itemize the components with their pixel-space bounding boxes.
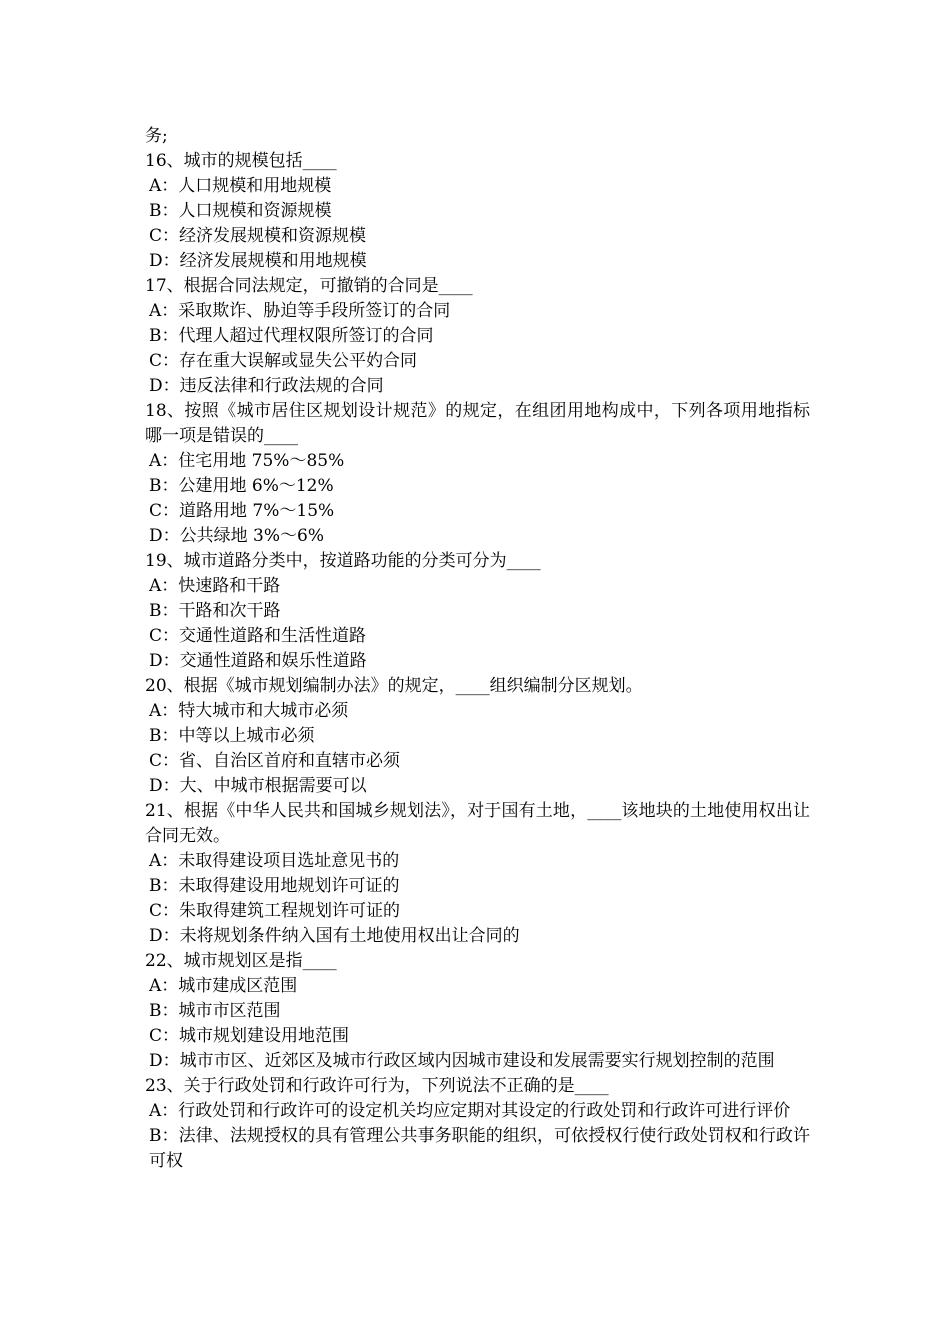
option-d: D：公共绿地 3%～6%: [149, 526, 324, 546]
question-stem: 23、关于行政处罚和行政许可行为，下列说法不正确的是____: [145, 1076, 609, 1096]
option-c: C：省、自治区首府和直辖市必须: [149, 751, 401, 771]
question-stem: 18、按照《城市居住区规划设计规范》的规定，在组团用地构成中，下列各项用地指标哪一项是错误的____: [145, 401, 810, 446]
document-body: [145, 124, 810, 1174]
option-b: B：城市市区范围: [149, 1001, 281, 1021]
option-a: A：未取得建设项目选址意见书的: [149, 851, 400, 871]
option-b: B：干路和次干路: [149, 601, 281, 621]
option-b: B：未取得建设用地规划许可证的: [149, 876, 400, 896]
option-a: A：人口规模和用地规模: [149, 176, 332, 196]
previous-text-tail: 务;: [145, 126, 168, 146]
question-stem: 22、城市规划区是指____: [145, 951, 337, 971]
option-a: A：城市建成区范围: [149, 976, 298, 996]
option-c: C：存在重大误解或显失公平妁合同: [149, 351, 418, 371]
question-stem: 16、城市的规模包括____: [145, 151, 337, 171]
option-d: D：大、中城市根据需要可以: [149, 776, 367, 796]
option-c: C：经济发展规模和资源规模: [149, 226, 367, 246]
option-b: B：人口规模和资源规模: [149, 201, 332, 221]
question-stem: 21、根据《中华人民共和国城乡规划法》，对于国有土地，____该地块的土地使用权出让合同无效。: [145, 801, 810, 846]
question-21: [145, 799, 810, 949]
question-22: [145, 949, 810, 1074]
option-a: A：特大城市和大城市必须: [149, 701, 349, 721]
question-18: [145, 399, 810, 549]
option-b: B：中等以上城市必须: [149, 726, 315, 746]
question-20: [145, 674, 810, 799]
option-d: D：交通性道路和娱乐性道路: [149, 651, 367, 671]
option-d: D：未将规划条件纳入国有土地使用权出让合同的: [149, 926, 520, 946]
option-a: A：行政处罚和行政许可的设定机关均应定期对其设定的行政处罚和行政许可进行评价: [149, 1101, 791, 1121]
option-b: B：公建用地 6%～12%: [149, 476, 334, 496]
option-d: D：经济发展规模和用地规模: [149, 251, 367, 271]
question-17: [145, 274, 810, 399]
option-d: D：违反法律和行政法规的合同: [149, 376, 384, 396]
option-a: A：快速路和干路: [149, 576, 281, 596]
option-b: B：法律、法规授权的具有管理公共事务职能的组织，可依授权行使行政处罚权和行政许可权: [149, 1126, 810, 1171]
question-stem: 19、城市道路分类中，按道路功能的分类可分为____: [145, 551, 541, 571]
question-23: [145, 1074, 810, 1174]
question-19: [145, 549, 810, 674]
option-c: C：朱取得建筑工程规划许可证的: [149, 901, 401, 921]
question-16: [145, 149, 810, 274]
option-c: C：道路用地 7%～15%: [149, 501, 335, 521]
option-b: B：代理人超过代理权限所签订的合同: [149, 326, 434, 346]
option-c: C：交通性道路和生活性道路: [149, 626, 367, 646]
option-c: C：城市规划建设用地范围: [149, 1026, 350, 1046]
option-a: A：住宅用地 75%～85%: [149, 451, 345, 471]
question-stem: 17、根据合同法规定，可撤销的合同是____: [145, 276, 473, 296]
option-d: D：城市市区、近郊区及城市行政区域内因城市建设和发展需要实行规划控制的范围: [149, 1051, 775, 1071]
question-stem: 20、根据《城市规划编制办法》的规定，____组织编制分区规划。: [145, 676, 643, 696]
option-a: A：采取欺诈、胁迫等手段所签订的合同: [149, 301, 451, 321]
